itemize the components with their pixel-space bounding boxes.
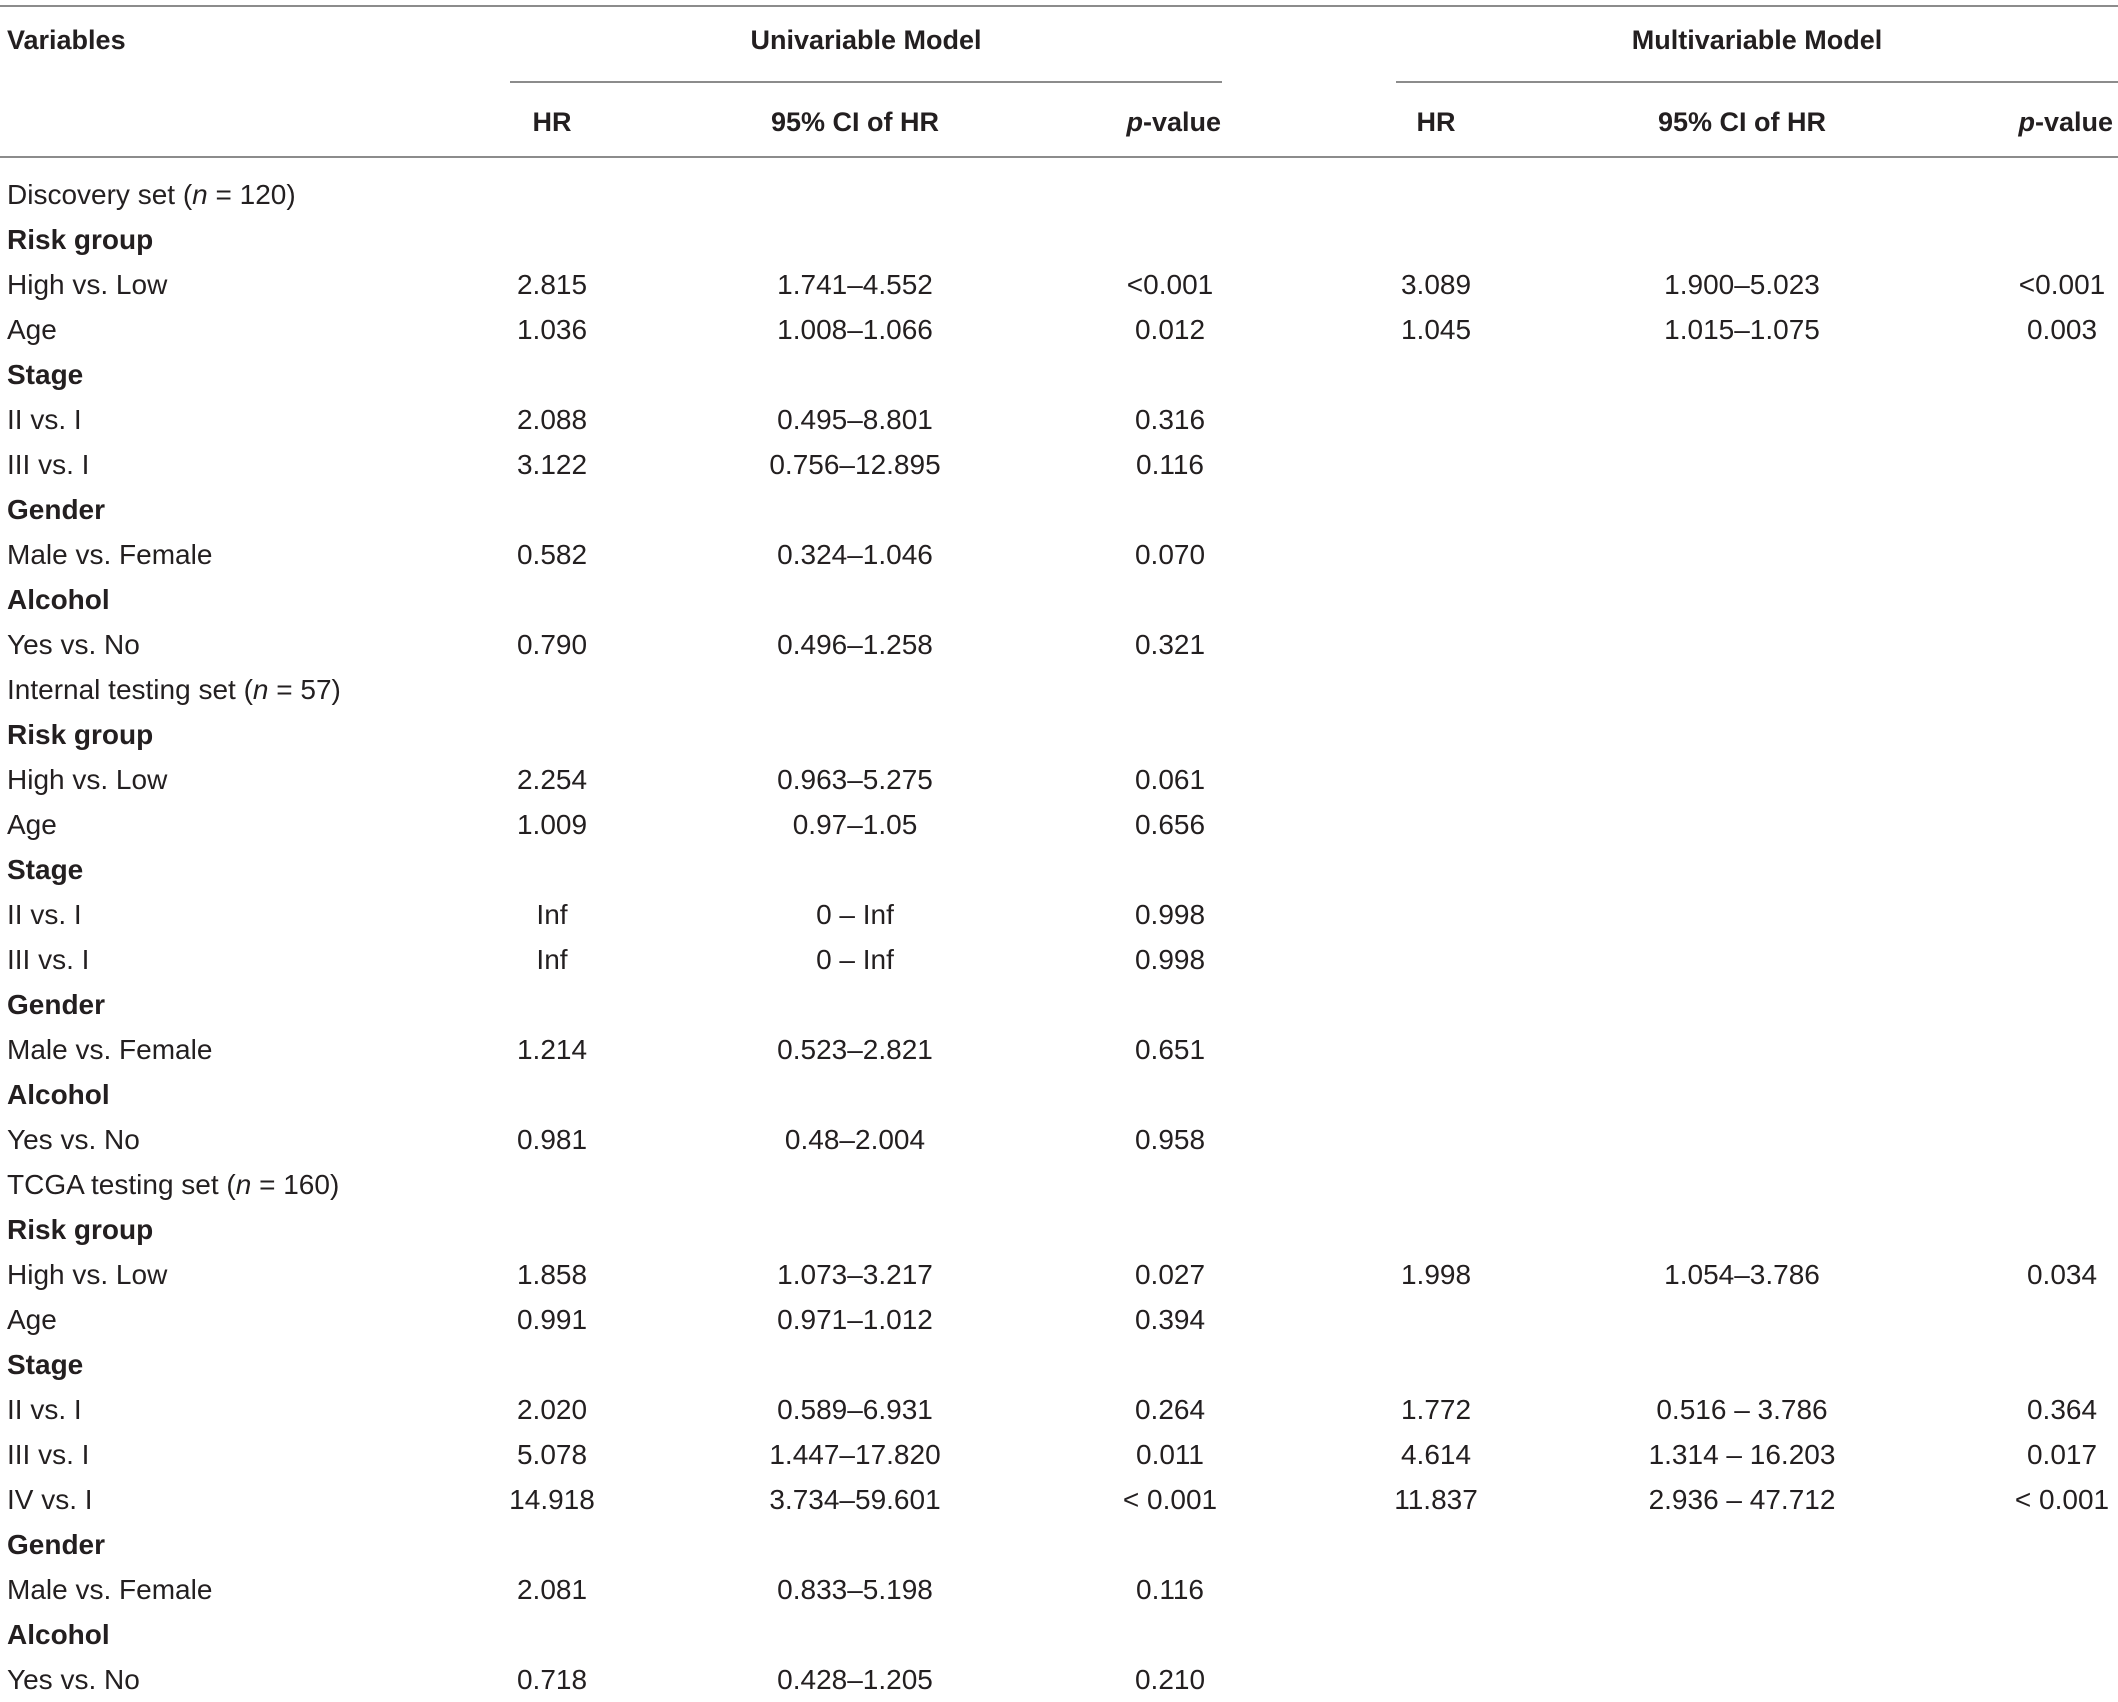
cell-u-p: 0.210 bbox=[1134, 1664, 1206, 1695]
table-row bbox=[0, 532, 2118, 577]
variable-label: Yes vs. No bbox=[7, 1124, 140, 1155]
variable-label: III vs. I bbox=[7, 944, 90, 975]
cell-u-hr: 0.790 bbox=[516, 629, 588, 660]
cell-m-hr: 1.045 bbox=[1400, 314, 1472, 345]
subheading-label: Alcohol bbox=[7, 584, 110, 615]
table-row bbox=[0, 1117, 2118, 1162]
table-row bbox=[0, 262, 2118, 307]
cell-u-hr: 5.078 bbox=[516, 1439, 588, 1470]
section-row bbox=[0, 667, 2118, 712]
univariable-hr-header: HR bbox=[532, 107, 572, 137]
table-top-rule bbox=[0, 5, 2118, 7]
table-row bbox=[0, 1477, 2118, 1522]
variable-label: Male vs. Female bbox=[7, 539, 213, 570]
subheading-label: Gender bbox=[7, 1529, 106, 1560]
table-row bbox=[0, 622, 2118, 667]
subheading-row bbox=[0, 1342, 2118, 1387]
cell-u-ci: 0.495–8.801 bbox=[777, 404, 933, 435]
cell-u-ci: 0 – Inf bbox=[816, 944, 894, 975]
cell-u-hr: Inf bbox=[536, 899, 568, 930]
subheading-row bbox=[0, 352, 2118, 397]
cell-m-ci: 2.936 – 47.712 bbox=[1648, 1484, 1836, 1515]
multivariable-hr-header: HR bbox=[1416, 107, 1456, 137]
cell-u-ci: 3.734–59.601 bbox=[769, 1484, 941, 1515]
subheading-label: Stage bbox=[7, 854, 84, 885]
table-row bbox=[0, 757, 2118, 802]
cell-m-p: 0.003 bbox=[2026, 314, 2098, 345]
header-bottom-rule bbox=[0, 156, 2118, 158]
multivariable-model-header: Multivariable Model bbox=[1631, 25, 1883, 55]
cell-u-hr: 2.815 bbox=[516, 269, 588, 300]
cell-u-hr: 2.020 bbox=[516, 1394, 588, 1425]
subheading-row bbox=[0, 712, 2118, 757]
cell-u-p: < 0.001 bbox=[1122, 1484, 1218, 1515]
variable-label: II vs. I bbox=[7, 899, 82, 930]
section-row bbox=[0, 1162, 2118, 1207]
variable-label: Male vs. Female bbox=[7, 1574, 213, 1605]
univariable-model-header: Univariable Model bbox=[750, 25, 982, 55]
cell-u-ci: 0.97–1.05 bbox=[792, 809, 918, 840]
subheading-row bbox=[0, 847, 2118, 892]
variable-label: Age bbox=[7, 314, 57, 345]
cell-u-ci: 1.447–17.820 bbox=[769, 1439, 941, 1470]
cell-u-p: 0.011 bbox=[1136, 1439, 1204, 1470]
table-row bbox=[0, 442, 2118, 487]
table-row bbox=[0, 802, 2118, 847]
section-row bbox=[0, 172, 2118, 217]
section-label: Internal testing set (n = 57) bbox=[7, 674, 341, 705]
cell-u-p: 0.116 bbox=[1136, 449, 1204, 480]
cell-u-p: 0.394 bbox=[1134, 1304, 1206, 1335]
variable-label: II vs. I bbox=[7, 404, 82, 435]
cell-u-ci: 0.48–2.004 bbox=[784, 1124, 926, 1155]
subheading-row bbox=[0, 487, 2118, 532]
cell-m-ci: 0.516 – 3.786 bbox=[1656, 1394, 1828, 1425]
cell-u-ci: 0.971–1.012 bbox=[777, 1304, 933, 1335]
variable-label: Age bbox=[7, 1304, 57, 1335]
variable-label: High vs. Low bbox=[7, 764, 168, 795]
cell-m-p: 0.034 bbox=[2026, 1259, 2098, 1290]
subheading-row bbox=[0, 1612, 2118, 1657]
subheading-label: Stage bbox=[7, 359, 84, 390]
cell-u-hr: 2.081 bbox=[516, 1574, 588, 1605]
subheading-label: Alcohol bbox=[7, 1079, 110, 1110]
subheading-label: Gender bbox=[7, 989, 106, 1020]
univariable-group-rule bbox=[510, 81, 1222, 83]
cell-u-hr: 0.991 bbox=[516, 1304, 588, 1335]
subheading-row bbox=[0, 217, 2118, 262]
subheading-row bbox=[0, 982, 2118, 1027]
variable-label: Age bbox=[7, 809, 57, 840]
cell-m-ci: 1.314 – 16.203 bbox=[1648, 1439, 1836, 1470]
section-label: Discovery set (n = 120) bbox=[7, 179, 296, 210]
subheading-label: Gender bbox=[7, 494, 106, 525]
cell-m-p: <0.001 bbox=[2018, 269, 2106, 300]
cell-u-hr: 1.858 bbox=[516, 1259, 588, 1290]
cell-u-p: 0.027 bbox=[1134, 1259, 1206, 1290]
cell-m-p: 0.364 bbox=[2026, 1394, 2098, 1425]
subheading-row bbox=[0, 1522, 2118, 1567]
variable-label: High vs. Low bbox=[7, 269, 168, 300]
cell-u-hr: 0.718 bbox=[516, 1664, 588, 1695]
variable-label: Yes vs. No bbox=[7, 629, 140, 660]
variable-label: III vs. I bbox=[7, 1439, 90, 1470]
variable-label: High vs. Low bbox=[7, 1259, 168, 1290]
subheading-label: Risk group bbox=[7, 1214, 154, 1245]
cell-u-p: 0.316 bbox=[1134, 404, 1206, 435]
variable-label: III vs. I bbox=[7, 449, 90, 480]
subheading-row bbox=[0, 1072, 2118, 1117]
table-row bbox=[0, 397, 2118, 442]
cell-u-ci: 0.756–12.895 bbox=[769, 449, 941, 480]
cell-u-hr: 2.088 bbox=[516, 404, 588, 435]
table-row bbox=[0, 1387, 2118, 1432]
subheading-label: Stage bbox=[7, 1349, 84, 1380]
table-row bbox=[0, 1027, 2118, 1072]
table-row bbox=[0, 1432, 2118, 1477]
cell-m-hr: 11.837 bbox=[1394, 1484, 1478, 1515]
cell-u-hr: 3.122 bbox=[516, 449, 588, 480]
cell-u-p: 0.264 bbox=[1134, 1394, 1206, 1425]
variable-label: II vs. I bbox=[7, 1394, 82, 1425]
cell-u-hr: 1.009 bbox=[516, 809, 588, 840]
section-label: TCGA testing set (n = 160) bbox=[7, 1169, 340, 1200]
cell-u-ci: 0.589–6.931 bbox=[777, 1394, 933, 1425]
table-row bbox=[0, 1567, 2118, 1612]
table-row bbox=[0, 307, 2118, 352]
cell-m-ci: 1.900–5.023 bbox=[1664, 269, 1820, 300]
variable-label: Male vs. Female bbox=[7, 1034, 213, 1065]
table-row bbox=[0, 937, 2118, 982]
subheading-row bbox=[0, 1207, 2118, 1252]
cell-u-p: 0.116 bbox=[1136, 1574, 1204, 1605]
cell-u-ci: 0.496–1.258 bbox=[777, 629, 933, 660]
cell-u-hr: 0.582 bbox=[516, 539, 588, 570]
cell-u-hr: 0.981 bbox=[516, 1124, 588, 1155]
variable-label: Yes vs. No bbox=[7, 1664, 140, 1695]
cell-u-p: 0.061 bbox=[1134, 764, 1206, 795]
table-row bbox=[0, 1252, 2118, 1297]
univariable-ci-header: 95% CI of HR bbox=[770, 107, 940, 137]
cell-u-ci: 0.523–2.821 bbox=[777, 1034, 933, 1065]
multivariable-p-header: p-value bbox=[2018, 107, 2113, 137]
subheading-label: Risk group bbox=[7, 719, 154, 750]
cell-u-hr: 14.918 bbox=[509, 1484, 595, 1515]
table-row bbox=[0, 1297, 2118, 1342]
cell-m-hr: 3.089 bbox=[1400, 269, 1472, 300]
table-body bbox=[0, 172, 2118, 1702]
cell-u-ci: 0 – Inf bbox=[816, 899, 894, 930]
cell-u-ci: 0.833–5.198 bbox=[777, 1574, 933, 1605]
cell-u-p: <0.001 bbox=[1126, 269, 1214, 300]
cell-u-ci: 1.073–3.217 bbox=[777, 1259, 933, 1290]
subheading-label: Risk group bbox=[7, 224, 154, 255]
subheading-label: Alcohol bbox=[7, 1619, 110, 1650]
cell-m-p: 0.017 bbox=[2026, 1439, 2098, 1470]
multivariable-group-rule bbox=[1396, 81, 2118, 83]
cell-u-hr: Inf bbox=[536, 944, 568, 975]
table-row bbox=[0, 892, 2118, 937]
cell-u-hr: 1.036 bbox=[516, 314, 588, 345]
cell-m-hr: 4.614 bbox=[1400, 1439, 1472, 1470]
cell-u-p: 0.012 bbox=[1134, 314, 1206, 345]
cell-u-ci: 1.008–1.066 bbox=[777, 314, 933, 345]
subheading-row bbox=[0, 577, 2118, 622]
cell-m-ci: 1.054–3.786 bbox=[1664, 1259, 1820, 1290]
cell-m-ci: 1.015–1.075 bbox=[1664, 314, 1820, 345]
variable-label: IV vs. I bbox=[7, 1484, 93, 1515]
cell-m-p: < 0.001 bbox=[2014, 1484, 2110, 1515]
cell-u-ci: 0.963–5.275 bbox=[777, 764, 933, 795]
cell-m-hr: 1.772 bbox=[1400, 1394, 1472, 1425]
cell-u-p: 0.998 bbox=[1134, 899, 1206, 930]
cell-u-p: 0.651 bbox=[1134, 1034, 1206, 1065]
cell-u-ci: 0.428–1.205 bbox=[777, 1664, 933, 1695]
cell-m-hr: 1.998 bbox=[1400, 1259, 1472, 1290]
cell-u-hr: 1.214 bbox=[516, 1034, 588, 1065]
cell-u-ci: 1.741–4.552 bbox=[777, 269, 933, 300]
cell-u-p: 0.070 bbox=[1134, 539, 1206, 570]
variables-header: Variables bbox=[7, 25, 126, 55]
table-row bbox=[0, 1657, 2118, 1702]
multivariable-ci-header: 95% CI of HR bbox=[1657, 107, 1827, 137]
cell-u-hr: 2.254 bbox=[516, 764, 588, 795]
cell-u-p: 0.656 bbox=[1134, 809, 1206, 840]
univariable-p-header: p-value bbox=[1126, 107, 1221, 137]
cell-u-ci: 0.324–1.046 bbox=[777, 539, 933, 570]
cell-u-p: 0.958 bbox=[1134, 1124, 1206, 1155]
cell-u-p: 0.998 bbox=[1134, 944, 1206, 975]
cell-u-p: 0.321 bbox=[1134, 629, 1206, 660]
